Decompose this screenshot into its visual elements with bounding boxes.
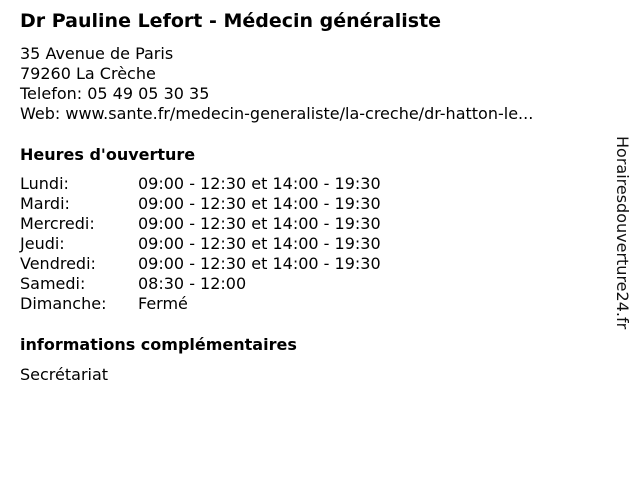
contact-info bbox=[20, 44, 533, 124]
day-label: Jeudi: bbox=[20, 234, 65, 253]
website-link[interactable]: Web: www.sante.fr/medecin-generaliste/la-creche/dr-hatton-le... bbox=[20, 104, 534, 123]
extra-info-text: Secrétariat bbox=[20, 365, 109, 384]
time-range: Fermé bbox=[138, 294, 188, 313]
day-label: Samedi: bbox=[20, 274, 86, 293]
day-label: Vendredi: bbox=[20, 254, 96, 273]
time-range: 08:30 - 12:00 bbox=[138, 274, 247, 293]
day-label: Mardi: bbox=[20, 194, 70, 213]
extra-info-heading: informations complémentaires bbox=[20, 335, 297, 354]
watermark-text: Horairesdouverture24.fr bbox=[613, 136, 632, 330]
day-label: Dimanche: bbox=[20, 294, 107, 313]
day-label: Lundi: bbox=[20, 174, 69, 193]
street-address: 35 Avenue de Paris bbox=[20, 44, 174, 63]
time-range: 09:00 - 12:30 et 14:00 - 19:30 bbox=[138, 254, 381, 273]
time-range: 09:00 - 12:30 et 14:00 - 19:30 bbox=[138, 214, 381, 233]
watermark bbox=[610, 136, 632, 346]
time-range: 09:00 - 12:30 et 14:00 - 19:30 bbox=[138, 174, 381, 193]
day-label: Mercredi: bbox=[20, 214, 95, 233]
time-range: 09:00 - 12:30 et 14:00 - 19:30 bbox=[138, 234, 381, 253]
phone-number: Telefon: 05 49 05 30 35 bbox=[20, 84, 210, 103]
time-range: 09:00 - 12:30 et 14:00 - 19:30 bbox=[138, 194, 381, 213]
hours-heading: Heures d'ouverture bbox=[20, 145, 196, 164]
city-address: 79260 La Crèche bbox=[20, 64, 156, 83]
page-title: Dr Pauline Lefort - Médecin généraliste bbox=[20, 10, 442, 32]
